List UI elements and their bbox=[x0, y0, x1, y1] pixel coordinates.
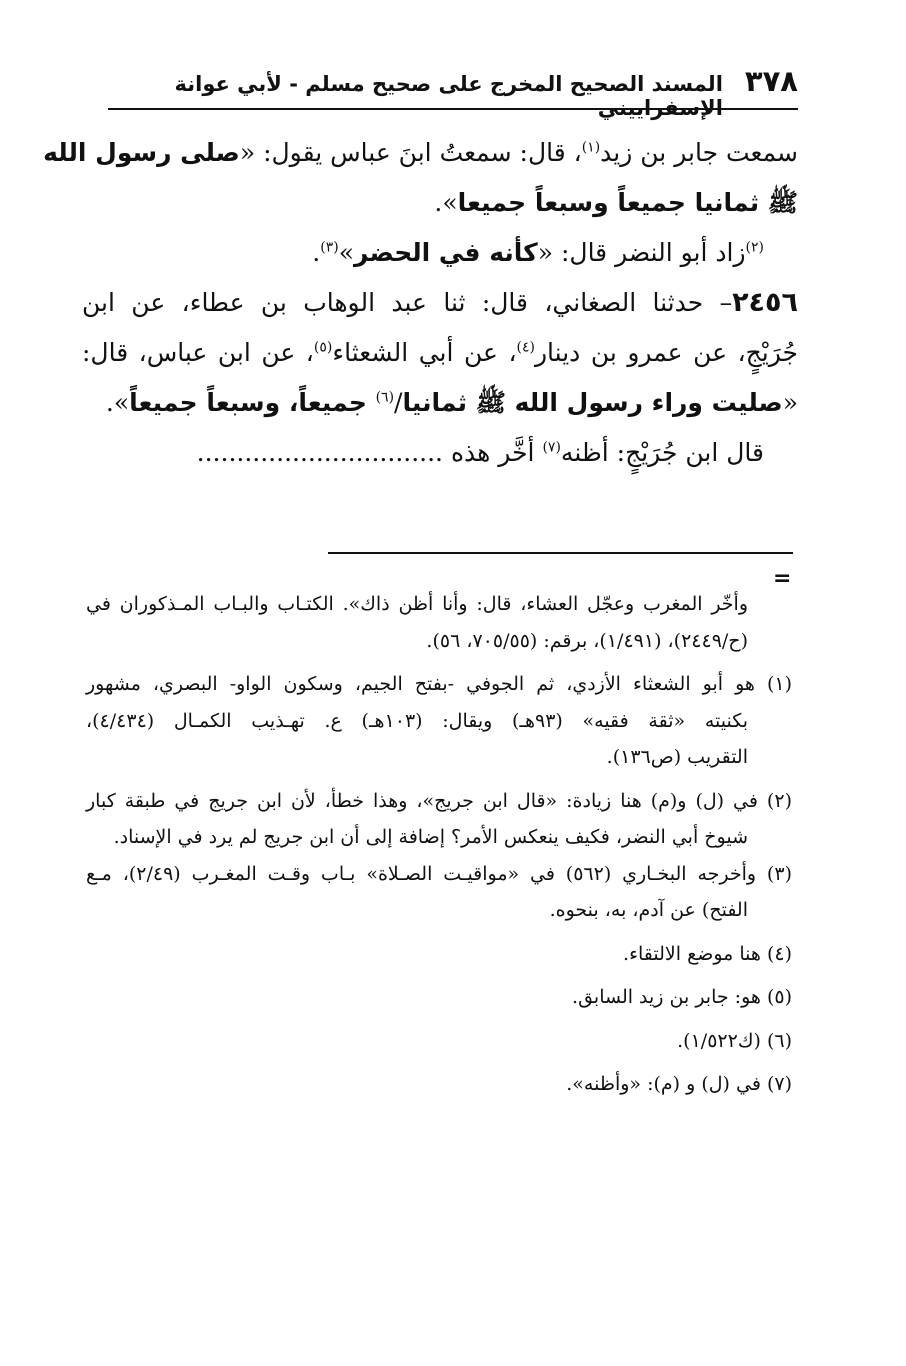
text-run: ». bbox=[434, 188, 458, 217]
footnote-1: (١) هو أبو الشعثاء الأزدي، ثم الجوفي -بفتح الجيم، وسكون الواو- البصري، مشهور bbox=[86, 673, 792, 695]
hadith-number: ٢٤٥٦ bbox=[732, 287, 798, 318]
manuscript-folio-mark: / bbox=[394, 388, 403, 417]
footnote-ref-4: (٤) bbox=[516, 339, 535, 356]
text-run: ، عن ابن عباس، قال: bbox=[82, 338, 314, 367]
footnote-1-line: بكنيته «ثقة فقيه» (٩٣هـ) ويقال: (١٠٣هـ) ع. تهـذيب الكمـال (٤/٤٣٤)، bbox=[86, 709, 748, 732]
text-run: ، قال: سمعتُ ابنَ عباس يقول: « bbox=[239, 138, 582, 167]
footnote-4: (٤) هنا موضع الالتقاء. bbox=[623, 942, 792, 965]
footnote-continued-line: (ح/٢٤٤٩)، (١/٤٩١)، برقم: (٧٠٥/٥٥، ٥٦). bbox=[426, 629, 748, 652]
footnote-7: (٧) في (ل) و (م): «وأظنه». bbox=[566, 1073, 792, 1095]
footnote-2: (٢) في (ل) و(م) هنا زيادة: «قال ابن جريج»، وهذا خطأ، لأن ابن جريج في طبقة كبار bbox=[86, 789, 792, 812]
main-line-5 bbox=[82, 328, 798, 378]
running-title: المسند الصحيح المخرج على صحيح مسلم - لأبي عوانة الإسفراييني bbox=[174, 72, 723, 120]
footnote-ref-2: (٢) bbox=[745, 239, 764, 256]
main-line-1 bbox=[43, 128, 798, 178]
hadith-text: صلى رسول الله bbox=[43, 138, 240, 167]
footnotes bbox=[86, 586, 792, 1103]
hadith-text: جميعاً، وسبعاً جميعاً bbox=[129, 388, 376, 417]
hadith-text: صليت وراء رسول الله ﷺ ثمانيا bbox=[402, 388, 783, 417]
main-line-4 bbox=[82, 278, 798, 328]
text-run: سمعت جابر بن زيد bbox=[600, 138, 798, 167]
footnote-3: (٣) وأخرجه البخـاري (٥٦٢) في «مواقيـت الصـلاة» بـاب وقـت المغـرب (٢/٤٩)، مـع bbox=[86, 862, 792, 885]
text-run: . bbox=[312, 238, 321, 267]
text-run: قال ابن جُرَيْجٍ: أظنه bbox=[560, 438, 764, 467]
continuation-mark: = bbox=[773, 566, 792, 591]
header-rule bbox=[108, 108, 798, 110]
main-line-2 bbox=[82, 178, 798, 228]
text-run: أخَّر هذه ............................... bbox=[196, 438, 543, 467]
footnote-1-line: التقريب (ص١٣٦). bbox=[606, 746, 748, 768]
footnote-2-line: شيوخ أبي النضر، فكيف ينعكس الأمر؟ إضافة إلى أن ابن جريج لم يرد في الإسناد. bbox=[113, 826, 748, 848]
page-number: ٣٧٨ bbox=[744, 64, 798, 98]
main-line-7 bbox=[82, 428, 798, 478]
text-run: ». bbox=[105, 388, 130, 417]
text-run: ، عن أبي الشعثاء bbox=[332, 338, 517, 367]
footnote-3-line: الفتح) عن آدم، به، بنحوه. bbox=[549, 899, 748, 921]
hadith-text: ﷺ ثمانيا جميعاً وسبعاً جميعا bbox=[457, 188, 798, 217]
text-run: – حدثنا الصغاني، قال: ثنا عبد الوهاب بن عطاء، عن ابن bbox=[82, 288, 733, 317]
footnote-continued-line: وأخّر المغرب وعجّل العشاء، قال: وأنا أظن ذاك». الكتـاب والبـاب المـذكوران في bbox=[86, 593, 748, 615]
main-line-3 bbox=[82, 228, 798, 278]
page-header bbox=[108, 64, 798, 120]
footnote-separator bbox=[328, 552, 793, 554]
footnote-ref-7: (٧) bbox=[542, 439, 561, 456]
footnote-ref-5: (٥) bbox=[313, 339, 333, 356]
text-run: « bbox=[782, 388, 798, 417]
footnote-ref-3: (٣) bbox=[320, 239, 339, 256]
footnote-ref-1: (١) bbox=[581, 139, 601, 156]
text-run: » bbox=[338, 238, 355, 267]
footnote-6: (٦) (ك١/٥٢٢). bbox=[677, 1029, 792, 1052]
footnote-ref-6: (٦) bbox=[375, 389, 395, 406]
text-run: جُرَيْجٍ، عن عمرو بن دينار bbox=[534, 338, 798, 367]
main-line-6 bbox=[82, 378, 798, 428]
footnote-5: (٥) هو: جابر بن زيد السابق. bbox=[572, 986, 792, 1008]
main-text bbox=[43, 128, 798, 478]
text-run: زاد أبو النضر قال: « bbox=[537, 238, 746, 267]
hadith-text: كأنه في الحضر bbox=[354, 238, 538, 267]
